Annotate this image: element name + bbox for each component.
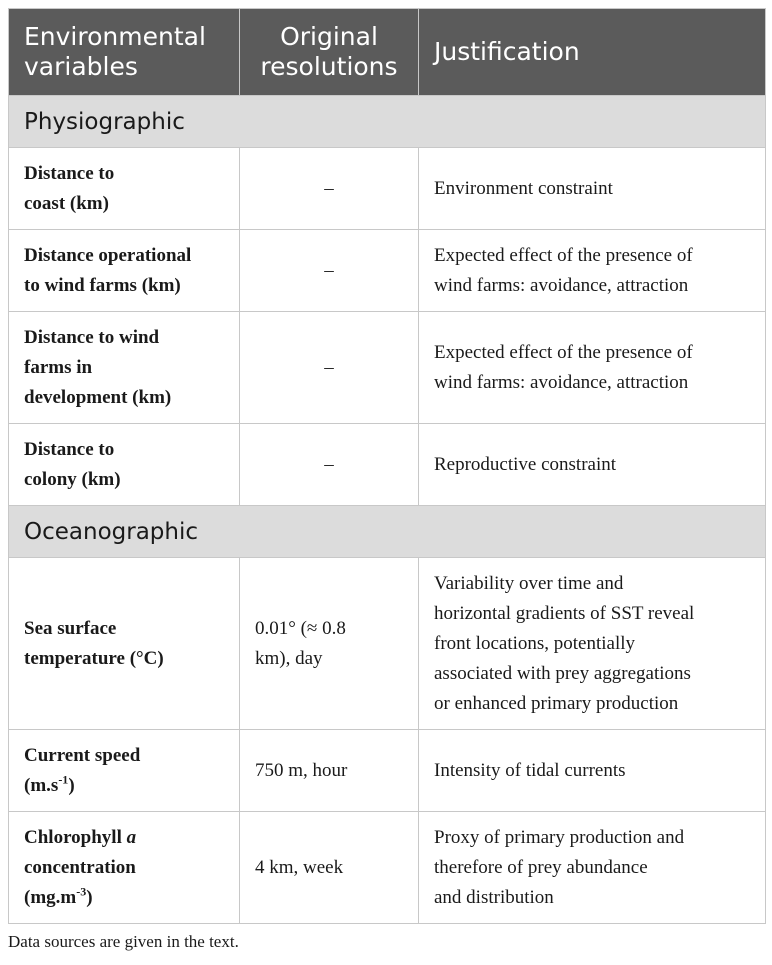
table-row: [9, 312, 766, 424]
section-label: Physiographic: [9, 96, 766, 148]
resolution-cell: –: [240, 148, 419, 230]
justification-cell: Expected effect of the presence of wind farms: avoidance, attraction: [419, 230, 766, 312]
resolution-cell: 750 m, hour: [240, 730, 419, 812]
table-row: [9, 730, 766, 812]
variable-cell: Distance to colony (km): [9, 424, 240, 506]
table-row: [9, 424, 766, 506]
header-row: [9, 9, 766, 96]
resolution-cell: –: [240, 424, 419, 506]
section-row-oceanographic: [9, 506, 766, 558]
justification-cell: Expected effect of the presence of wind farms: avoidance, attraction: [419, 312, 766, 424]
header-original-resolutions: Original resolutions: [240, 9, 419, 96]
section-label: Oceanographic: [9, 506, 766, 558]
resolution-cell: –: [240, 312, 419, 424]
variable-cell: Distance operational to wind farms (km): [9, 230, 240, 312]
header-justification: Justification: [419, 9, 766, 96]
resolution-cell: –: [240, 230, 419, 312]
variable-cell: Sea surface temperature (°C): [9, 558, 240, 730]
justification-cell: Proxy of primary production and therefore of prey abundance and distribution: [419, 812, 766, 924]
variable-cell: Distance to coast (km): [9, 148, 240, 230]
environmental-variables-table: [8, 8, 766, 924]
justification-cell: Intensity of tidal currents: [419, 730, 766, 812]
table-row: [9, 230, 766, 312]
table-footnote: Data sources are given in the text.: [8, 932, 239, 951]
variable-cell: Distance to wind farms in development (km): [9, 312, 240, 424]
table-row: [9, 148, 766, 230]
resolution-cell: 0.01° (≈ 0.8 km), day: [240, 558, 419, 730]
header-environmental-variables: Environmental variables: [9, 9, 240, 96]
table-row: [9, 558, 766, 730]
variable-cell: Chlorophyll a concentration $(mg.m^{-3})$: [9, 812, 240, 924]
section-row-physiographic: [9, 96, 766, 148]
justification-cell: Reproductive constraint: [419, 424, 766, 506]
justification-cell: Environment constraint: [419, 148, 766, 230]
variable-cell: Current speed $(m.s^{-1})$: [9, 730, 240, 812]
resolution-cell: 4 km, week: [240, 812, 419, 924]
justification-cell: Variability over time and horizontal gradients of SST reveal front locations, potentially associated with prey aggregations or enhanced primary production: [419, 558, 766, 730]
table-row: [9, 812, 766, 924]
